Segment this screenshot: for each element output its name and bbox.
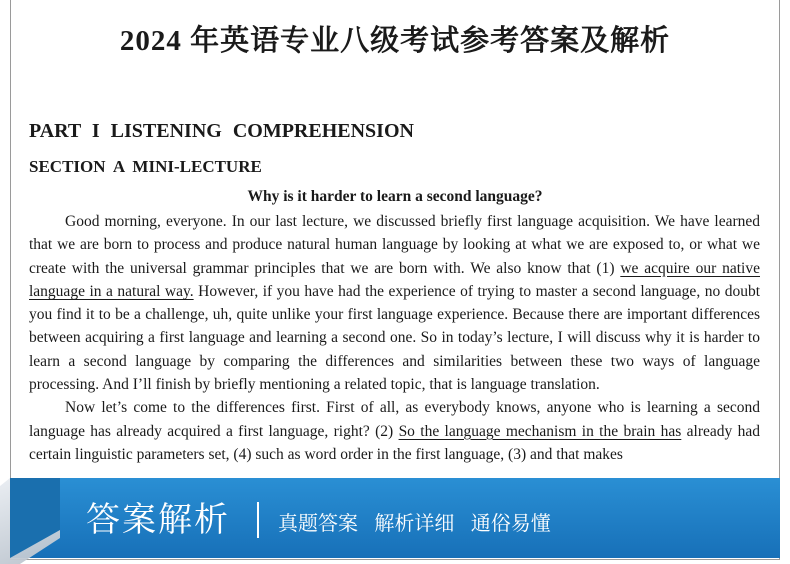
- document-title: 2024 年英语专业八级考试参考答案及解析: [119, 25, 671, 57]
- lecture-transcript: [29, 210, 760, 466]
- transcript-paragraph: [29, 210, 760, 396]
- banner-title: 答案解析: [86, 500, 230, 540]
- promo-banner: [0, 478, 790, 560]
- paragraph-text: Now let’s come to the differences first. First of all, as everybody knows, anyone who is learning a second language has already acquired a first language, right? (2): [29, 399, 760, 440]
- document-page: [10, 0, 780, 560]
- banner-divider: [257, 502, 259, 538]
- transcript-paragraph: [29, 396, 760, 466]
- answer-2: So the language mechanism in the brain has: [398, 422, 682, 440]
- section-heading: SECTION A MINI-LECTURE: [29, 157, 262, 176]
- part-heading: PART I LISTENING COMPREHENSION: [29, 120, 414, 142]
- banner-subtitle: 真题答案 解析详细 通俗易懂: [278, 511, 551, 535]
- answer-1: we acquire our native language in a natural way.: [29, 259, 760, 300]
- lecture-title: Why is it harder to learn a second language?: [247, 188, 543, 205]
- paragraph-text: Good morning, everyone. In our last lecture, we discussed briefly first language acquisition. We have learned that we are born to process and produce natural human language by looking at what we are exposed to, or what we create with the universal grammar principles that we are born with. We also know that (1): [29, 213, 760, 277]
- paragraph-text: However, if you have had the experience of trying to master a second language, no doubt you find it to be a challenge, uh, quite unlike your first language experience. Because there are important differences between acquiring a first language and learning a second one. So in today’s lecture, I will discuss why it is harder to learn a second language by comparing the differences and similarities between these two ways of language processing. And I’ll finish by briefly mentioning a related topic, that is language translation.: [29, 282, 761, 394]
- paragraph-text: already had certain linguistic parameters set, (4) such as word order in the first language, (3) and that makes: [29, 422, 760, 463]
